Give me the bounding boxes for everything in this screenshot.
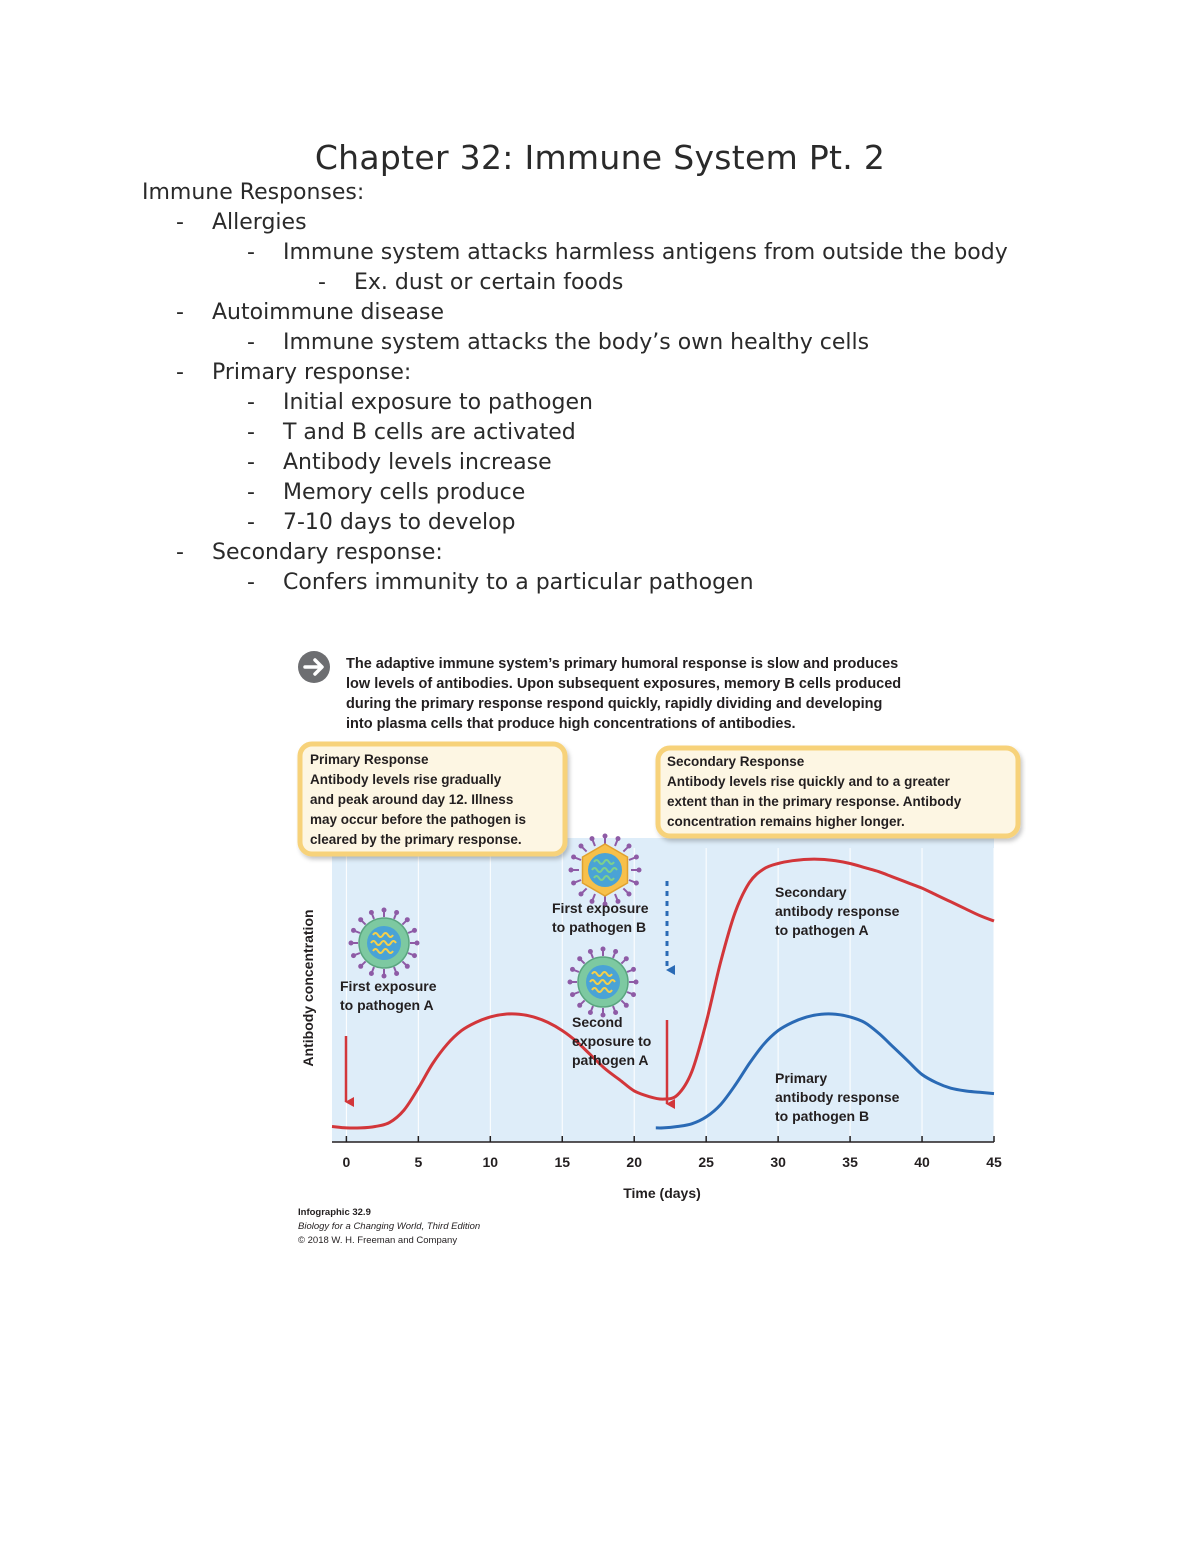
x-tick-label: 20: [626, 1154, 643, 1170]
x-tick-label: 10: [482, 1154, 499, 1170]
x-tick-label: 30: [770, 1154, 786, 1170]
primary-box-line: may occur before the pathogen is: [310, 812, 527, 827]
bullet-dash: -: [247, 480, 255, 505]
bullet-text: Memory cells produce: [283, 480, 526, 505]
bullet-dash: -: [176, 210, 184, 235]
y-axis-label: Antibody concentration: [300, 909, 316, 1067]
annotation-first-exposure-a: to pathogen A: [340, 997, 434, 1013]
bullet-item-level-1: [142, 358, 1102, 388]
annotation-first-exposure-b: First exposure: [552, 900, 649, 916]
bullet-dash: -: [247, 450, 255, 475]
bullet-item-level-1: [142, 298, 1102, 328]
bullet-text: Primary response:: [212, 360, 412, 385]
annotation-secondary-label: antibody response: [775, 903, 900, 919]
bullet-dash: -: [247, 570, 255, 595]
annotation-second-exposure-a: pathogen A: [572, 1052, 649, 1068]
annotation-secondary-label: to pathogen A: [775, 922, 869, 938]
primary-response-callout: [300, 744, 565, 854]
bullet-text: Immune system attacks the body’s own healthy cells: [283, 330, 870, 355]
x-tick-label: 5: [414, 1154, 423, 1170]
bullet-text: Initial exposure to pathogen: [283, 390, 593, 415]
bullet-dash: -: [176, 300, 184, 325]
bullet-text: 7-10 days to develop: [283, 510, 516, 535]
credit-line-2: Biology for a Changing World, Third Edition: [298, 1221, 481, 1232]
x-tick-label: 35: [842, 1154, 858, 1170]
bullet-item-level-2: [142, 238, 1102, 268]
x-tick-label: 15: [554, 1154, 571, 1170]
antibody-response-figure: [296, 648, 1026, 1248]
secondary-box-line: Antibody levels rise quickly and to a greater: [667, 774, 950, 789]
bullet-item-level-1: [142, 208, 1102, 238]
annotation-primary-b-label: to pathogen B: [775, 1108, 870, 1124]
intro-line: The adaptive immune system’s primary humoral response is slow and produces: [346, 656, 899, 672]
primary-box-line: Antibody levels rise gradually: [310, 772, 502, 787]
bullet-list: [142, 208, 1102, 598]
bullet-text: Immune system attacks harmless antigens from outside the body: [283, 240, 1008, 265]
secondary-box-line: extent than in the primary response. Antibody: [667, 794, 962, 809]
bullet-item-level-2: [142, 388, 1102, 418]
x-tick-label: 25: [698, 1154, 714, 1170]
intro-line: low levels of antibodies. Upon subsequent exposures, memory B cells produced: [346, 676, 902, 692]
x-axis-label: Time (days): [623, 1185, 701, 1201]
x-tick-label: 40: [914, 1154, 930, 1170]
bullet-dash: -: [247, 390, 255, 415]
x-tick-label: 45: [986, 1154, 1002, 1170]
bullet-item-level-2: [142, 328, 1102, 358]
pathogen-a-second-virus-icon: [568, 947, 639, 1018]
annotation-primary-b-label: antibody response: [775, 1089, 900, 1105]
primary-box-line: cleared by the primary response.: [310, 832, 522, 847]
secondary-response-callout: [658, 748, 1018, 836]
secondary-box-title: Secondary Response: [667, 754, 805, 769]
bullet-dash: -: [247, 510, 255, 535]
arrow-circle-icon: [298, 651, 330, 683]
x-tick-label: 0: [342, 1154, 351, 1170]
annotation-secondary-label: Secondary: [775, 884, 847, 900]
bullet-dash: -: [247, 420, 255, 445]
annotation-first-exposure-a: First exposure: [340, 978, 437, 994]
annotation-first-exposure-b: to pathogen B: [552, 919, 647, 935]
bullet-dash: -: [176, 540, 184, 565]
bullet-item-level-2: [142, 568, 1102, 598]
intro-line: into plasma cells that produce high concentrations of antibodies.: [346, 716, 796, 732]
bullet-item-level-1: [142, 538, 1102, 568]
annotation-second-exposure-a: Second: [572, 1014, 623, 1030]
figure-intro-text: [346, 656, 901, 732]
bullet-dash: -: [247, 240, 255, 265]
notes-outline: [142, 178, 1102, 598]
pathogen-a-virus-icon: [349, 908, 420, 979]
bullet-text: Ex. dust or certain foods: [354, 270, 624, 295]
secondary-box-line: concentration remains higher longer.: [667, 814, 905, 829]
credit-line-3: © 2018 W. H. Freeman and Company: [298, 1235, 458, 1246]
intro-line: during the primary response respond quickly, rapidly dividing and developing: [346, 696, 883, 712]
primary-box-title: Primary Response: [310, 752, 429, 767]
bullet-item-level-2: [142, 448, 1102, 478]
annotation-primary-b-label: Primary: [775, 1070, 828, 1086]
bullet-item-level-2: [142, 508, 1102, 538]
page-title: Chapter 32: Immune System Pt. 2: [314, 138, 886, 177]
bullet-text: T and B cells are activated: [283, 420, 576, 445]
annotation-second-exposure-a: exposure to: [572, 1033, 652, 1049]
bullet-text: Allergies: [212, 210, 307, 235]
primary-box-line: and peak around day 12. Illness: [310, 792, 514, 807]
bullet-dash: -: [247, 330, 255, 355]
bullet-text: Antibody levels increase: [283, 450, 552, 475]
bullet-item-level-2: [142, 478, 1102, 508]
figure-svg: [296, 648, 1026, 1248]
bullet-text: Confers immunity to a particular pathogen: [283, 570, 754, 595]
credit-line-1: Infographic 32.9: [298, 1207, 371, 1218]
bullet-dash: -: [318, 270, 326, 295]
bullet-text: Secondary response:: [212, 540, 443, 565]
bullet-item-level-2: [142, 418, 1102, 448]
bullet-item-level-3: [142, 268, 1102, 298]
bullet-dash: -: [176, 360, 184, 385]
bullet-text: Autoimmune disease: [212, 300, 445, 325]
section-heading: Immune Responses:: [142, 180, 365, 205]
